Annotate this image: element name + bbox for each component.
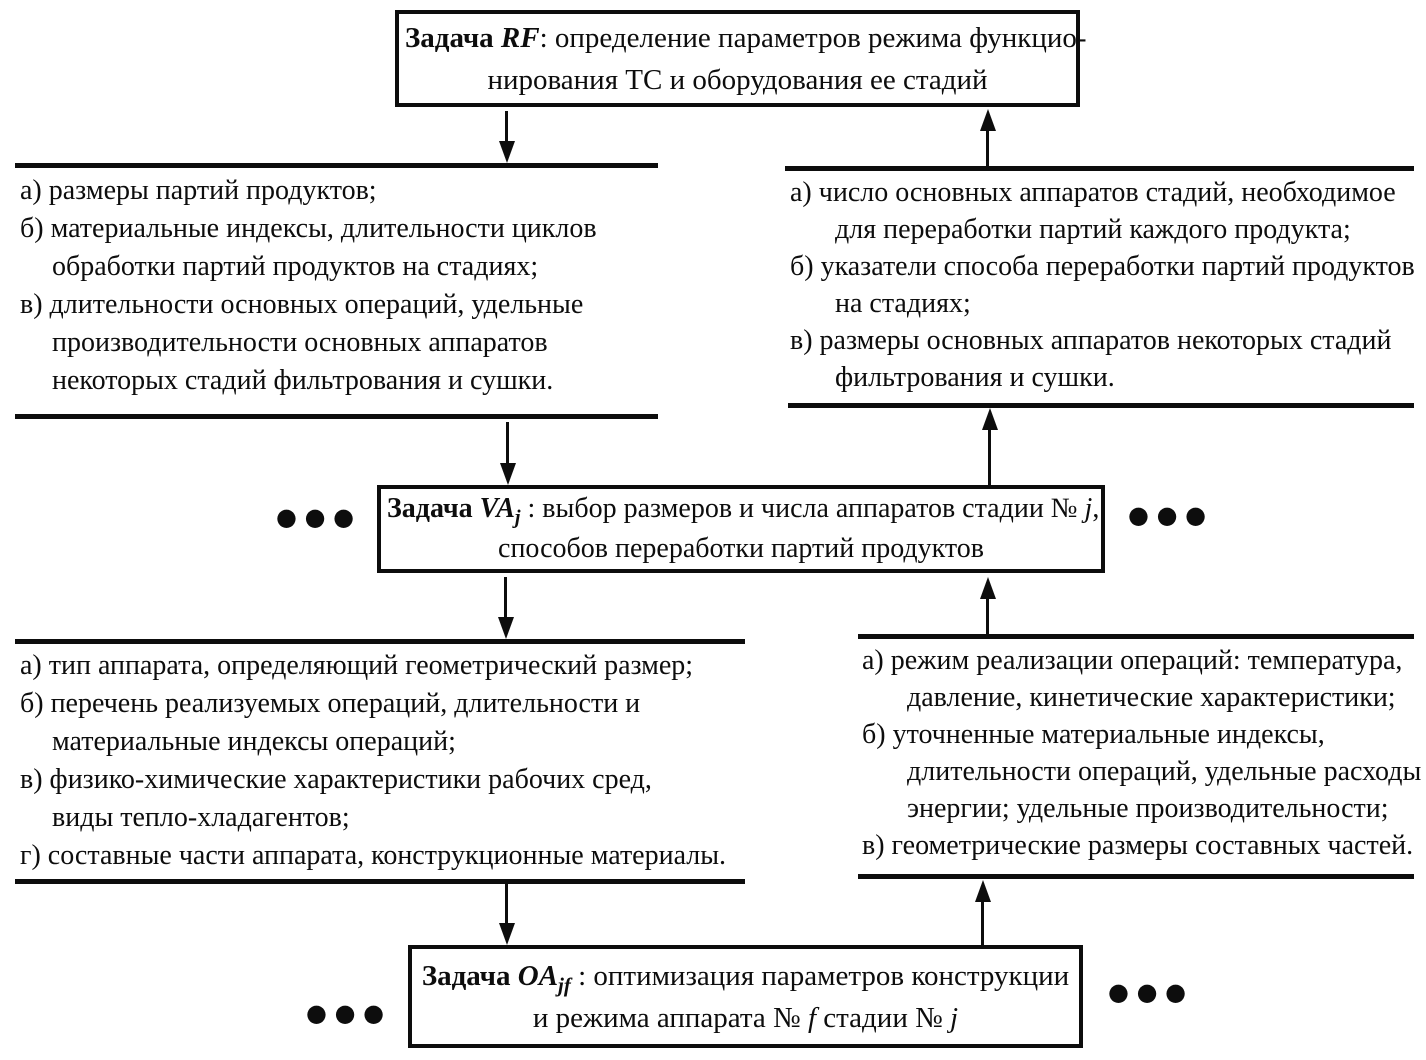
arrow-stem [981, 898, 984, 945]
rule-left-lower-top [15, 639, 745, 644]
rule-left-upper-bottom [15, 414, 658, 419]
list-line: б) перечень реализуемых операций, длительности и [20, 688, 641, 719]
rule-right-lower-bottom [858, 874, 1414, 879]
va-result-data-list [862, 642, 1426, 864]
task-oa-line2-pre: и режима аппарата № [532, 1001, 808, 1034]
task-symbol-rf: RF [500, 21, 540, 54]
task-va-line1-tail: , [1092, 493, 1100, 524]
list-line: в) размеры основных аппаратов некоторых стадий [790, 325, 1392, 356]
ellipsis-dots-left-oa: ● ● ● [306, 999, 385, 1027]
list-line: б) уточненные материальные индексы, [862, 719, 1325, 750]
stage-index-var: j [1084, 493, 1093, 524]
rule-left-lower-bottom [15, 879, 745, 884]
list-line: а) число основных аппаратов стадий, необходимое [790, 177, 1396, 208]
task-box-oa [408, 945, 1083, 1048]
task-va-line1 [387, 489, 1100, 529]
arrow-head-up-icon [975, 880, 991, 902]
arrow-stem [988, 426, 991, 485]
list-line: г) составные части аппарата, конструкционные материалы. [20, 840, 727, 871]
task-keyword: Задача [405, 21, 501, 54]
arrow-up-va-to-results [982, 408, 998, 485]
va-input-data-list [20, 647, 750, 875]
arrow-stem [986, 595, 989, 635]
rf-result-data-list [790, 174, 1426, 396]
list-line: некоторых стадий фильтрования и сушки. [52, 365, 554, 396]
list-line: давление, кинетические характеристики; [907, 682, 1396, 713]
arrow-head-up-icon [980, 577, 996, 599]
list-line: материальные индексы операций; [52, 726, 456, 757]
ellipsis-dots-left-va: ● ● ● [276, 503, 355, 531]
arrow-stem [505, 111, 508, 145]
arrow-stem [504, 577, 507, 621]
list-line: производительности основных аппаратов [52, 327, 548, 358]
task-va-line2: способов переработки партий продуктов [498, 533, 984, 564]
task-oa-subscript: jf [558, 972, 571, 997]
list-line: виды тепло-хладагентов; [52, 802, 350, 833]
task-rf-line1 [405, 17, 1087, 59]
list-line: длительности операций, удельные расходы [907, 756, 1422, 787]
list-line: энергии; удельные производительности; [907, 793, 1389, 824]
ellipsis-dots-right-va: ● ● ● [1128, 501, 1207, 529]
list-line: для переработки партий каждого продукта; [835, 214, 1351, 245]
task-box-rf [395, 10, 1087, 107]
task-va-description: : выбор размеров и числа аппаратов стадии № [520, 493, 1085, 524]
arrow-down-rf-to-inputs [499, 111, 515, 163]
rule-right-top [785, 166, 1414, 171]
task-oa-line2 [418, 997, 1073, 1039]
arrow-down-inputs-to-va [500, 422, 516, 485]
arrow-head-down-icon [500, 463, 516, 485]
list-line: фильтрования и сушки. [835, 362, 1115, 393]
arrow-head-down-icon [499, 923, 515, 945]
rule-right-upper-bottom [788, 403, 1414, 408]
rule-right-lower-top [858, 634, 1414, 639]
arrow-head-down-icon [499, 141, 515, 163]
task-keyword: Задача [387, 493, 480, 524]
list-line: в) физико-химические характеристики рабочих сред, [20, 764, 652, 795]
task-oa-line2-mid: стадии № [816, 1001, 951, 1034]
arrow-up-oa-to-results [975, 880, 991, 945]
apparatus-index-var: f [807, 1001, 817, 1034]
task-oa-line1 [418, 955, 1073, 997]
list-line: а) тип аппарата, определяющий геометрический размер; [20, 650, 694, 681]
list-line: в) геометрические размеры составных частей. [862, 830, 1414, 861]
arrow-up-results-to-va [980, 577, 996, 635]
task-box-va [377, 485, 1105, 573]
arrow-head-down-icon [498, 617, 514, 639]
list-line: в) длительности основных операций, удельные [20, 289, 584, 320]
arrow-stem [505, 884, 508, 927]
arrow-head-up-icon [980, 109, 996, 131]
list-line: а) размеры партий продуктов; [20, 175, 377, 206]
rule-left-top [15, 163, 658, 168]
task-oa-description: : оптимизация параметров конструкции [570, 959, 1070, 992]
list-line: б) указатели способа переработки партий продуктов [790, 251, 1415, 282]
arrow-up-results-to-rf [980, 109, 996, 166]
task-rf-line2: нирования ТС и оборудования ее стадий [487, 63, 988, 96]
task-symbol-oa: OA [517, 959, 559, 992]
arrow-down-va-to-inputs [498, 577, 514, 639]
arrow-head-up-icon [982, 408, 998, 430]
arrow-down-inputs-to-oa [499, 884, 515, 945]
list-line: обработки партий продуктов на стадиях; [52, 251, 539, 282]
ellipsis-dots-right-oa: ● ● ● [1108, 978, 1187, 1006]
list-line: на стадиях; [835, 288, 971, 319]
list-line: б) материальные индексы, длительности циклов [20, 213, 597, 244]
task-rf-description: : определение параметров режима функцио- [539, 21, 1087, 54]
stage-index-var: j [950, 1001, 959, 1034]
rf-input-data-list [20, 172, 665, 400]
task-keyword: Задача [421, 959, 518, 992]
task-symbol-va: VA [479, 493, 515, 524]
task-va-subscript: j [514, 506, 521, 529]
arrow-stem [986, 127, 989, 166]
arrow-stem [506, 422, 509, 467]
list-line: а) режим реализации операций: температура, [862, 645, 1403, 676]
